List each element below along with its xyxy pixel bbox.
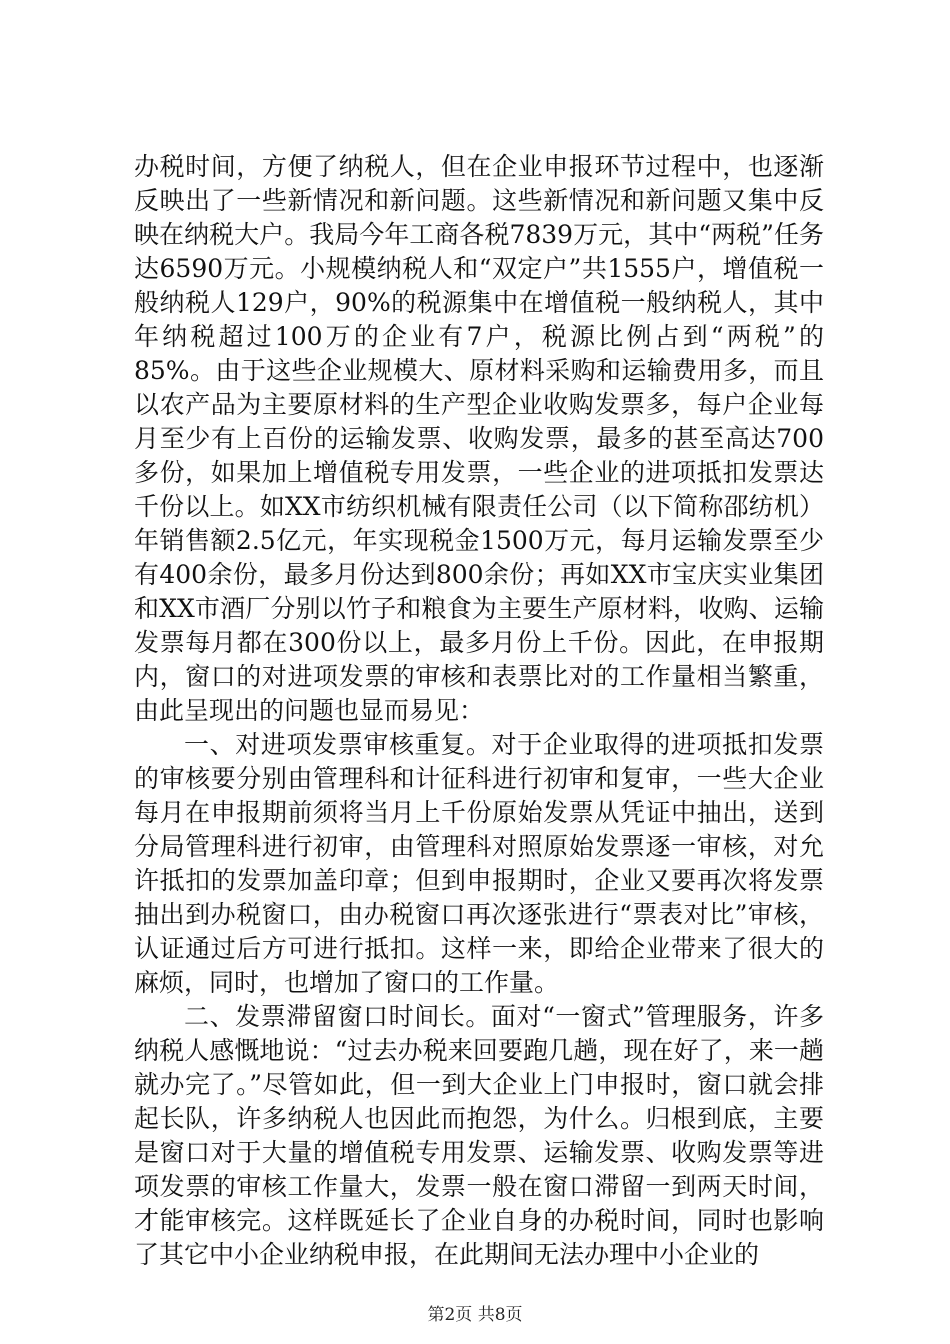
page-number-footer: 第2页 共8页 [427, 1305, 523, 1325]
paragraph-intro: 办税时间，方便了纳税人，但在企业申报环节过程中，也逐渐反映出了一些新情况和新问题。这些新情况和新问题又集中反映在纳税大户。我局今年工商各税7839万元，其中“两税”任务达6590万元。小规模纳税人和“双定户”共1555户，增值税一般纳税人129户，90%的税源集中在增值税一般纳税人，其中年纳税超过100万的企业有7户，税源比例占到“两税”的85%。由于这些企业规模大、原材料采购和运输费用多，而且以农产品为主要原材料的生产型企业收购发票多，每户企业每月至少有上百份的运输发票、收购发票，最多的甚至高达700多份，如果加上增值税专用发票，一些企业的进项抵扣发票达千份以上。如XX市纺织机械有限责任公司（以下简称邵纺机）年销售额2.5亿元，年实现税金1500万元，每月运输发票至少有400余份，最多月份达到800余份；再如XX市宝庆实业集团和XX市酒厂分别以竹子和粮食为主要生产原材料，收购、运输发票每月都在300份以上，最多月份上千份。因此，在申报期内，窗口的对进项发票的审核和表票比对的工作量相当繁重，由此呈现出的问题也显而易见： [134, 152, 824, 725]
paragraph-point-two: 二、发票滞留窗口时间长。面对“一窗式”管理服务，许多纳税人感慨地说：“过去办税来回要跑几趟，现在好了，来一趟就办完了。”尽管如此，但一到大企业上门申报时，窗口就会排起长队，许多纳税人也因此而抱怨，为什么。归根到底，主要是窗口对于大量的增值税专用发票、运输发票、收购发票等进项发票的审核工作量大，发票一般在窗口滞留一到两天时间，才能审核完。这样既延长了企业自身的办税时间，同时也影响了其它中小企业纳税申报，在此期间无法办理中小企业的 [134, 1002, 824, 1269]
paragraph-point-one: 一、对进项发票审核重复。对于企业取得的进项抵扣发票的审核要分别由管理科和计征科进行初审和复审，一些大企业每月在申报期前须将当月上千份原始发票从凭证中抽出，送到分局管理科进行初审，由管理科对照原始发票逐一审核，对允许抵扣的发票加盖印章；但到申报期时，企业又要再次将发票抽出到办税窗口，由办税窗口再次逐张进行“票表对比”审核，认证通过后方可进行抵扣。这样一来，即给企业带来了很大的麻烦，同时，也增加了窗口的工作量。 [134, 730, 824, 997]
document-body [134, 150, 824, 1272]
